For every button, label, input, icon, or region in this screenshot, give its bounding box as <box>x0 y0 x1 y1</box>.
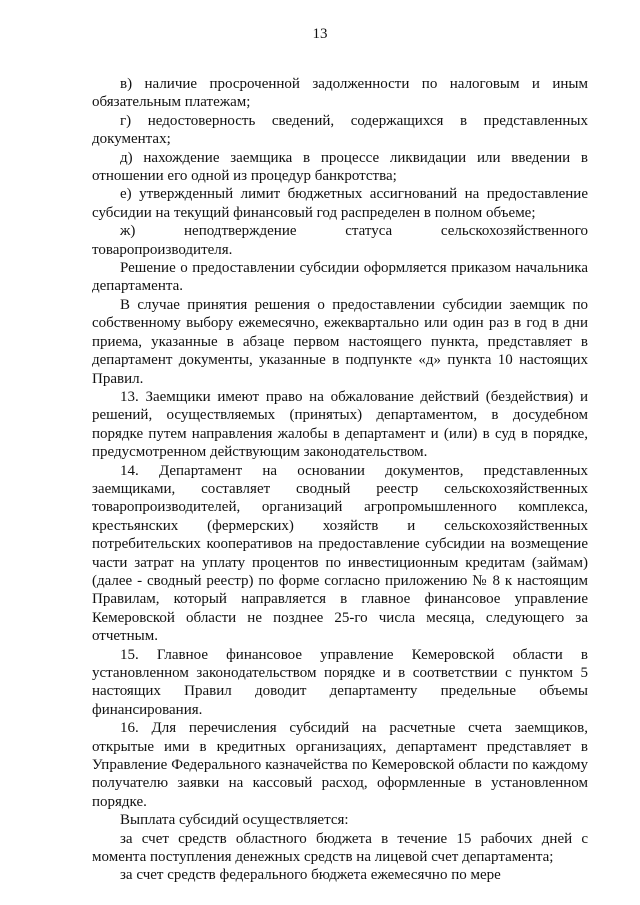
paragraph-regional-budget: за счет средств областного бюджета в течение 15 рабочих дней с момента поступления денежных средств на лицевой счет департамента; <box>92 830 588 866</box>
paragraph-section-16: 16. Для перечисления субсидий на расчетные счета заемщиков, открытые ими в кредитных организациях, департамент представляет в Управление Федерального казначейства по Кемеровской области по каждому получателю заявки на кассовый расход, оформленные в установленном порядке. <box>92 720 588 810</box>
paragraph-item-g: г) недостоверность сведений, содержащихся в представленных документах; <box>92 112 588 148</box>
paragraph-section-13: 13. Заемщики имеют право на обжалование действий (бездействия) и решений, осуществляемых (принятых) департаментом, в досудебном порядке путем направления жалобы в департамент и (или) в суд в порядке, предусмотренном действующим законодательством. <box>92 388 588 461</box>
paragraph-federal-budget: за счет средств федерального бюджета ежемесячно по мере <box>120 867 501 884</box>
paragraph-item-d: д) нахождение заемщика в процессе ликвидации или введении в отношении его одной из процедур банкротства; <box>92 149 588 185</box>
paragraph-subsidy-decision: В случае принятия решения о предоставлении субсидии заемщик по собственному выбору ежемесячно, ежеквартально или один раз в год в дни приема, указанные в абзаце первом настоящего пункта, представляет в департамент документы, указанные в подпункте «д» пункта 10 настоящих Правил. <box>92 296 588 387</box>
paragraph-item-v: в) наличие просроченной задолженности по налоговым и иным обязательным платежам; <box>92 76 588 111</box>
paragraph-item-e: е) утвержденный лимит бюджетных ассигнований на предоставление субсидии на текущий финансовый год распределен в полном объеме; <box>92 186 588 221</box>
paragraph-section-14: 14. Департамент на основании документов, представленных заемщиками, составляет сводный реестр сельскохозяйственных товаропроизводителей, организаций агропромышленного комплекса, крестьянских (фермерских) хозяйств и сельскохозяйственных потребительских кооперативов на предоставление субсидии на возмещение части затрат на уплату процентов по инвестиционным кредитам (займам) (далее - сводный реестр) по форме согласно приложению № 8 к настоящим Правилам, который направляется в главное финансовое управление Кемеровской области не позднее 25-го числа месяца, следующего за отчетным. <box>92 462 588 645</box>
paragraph-section-15: 15. Главное финансовое управление Кемеровской области в установленном законодательством порядке и в соответствии с пунктом 5 настоящих Правил доводит департаменту предельные объемы финансирования. <box>92 646 588 718</box>
paragraph-payment-intro: Выплата субсидий осуществляется: <box>120 812 349 829</box>
document-body <box>92 75 588 885</box>
paragraph-decision: Решение о предоставлении субсидии оформляется приказом начальника департамента. <box>92 260 588 295</box>
paragraph-item-zh: ж) неподтверждение статуса сельскохозяйственного товаропроизводителя. <box>92 223 588 258</box>
page-number: 13 <box>312 26 328 42</box>
